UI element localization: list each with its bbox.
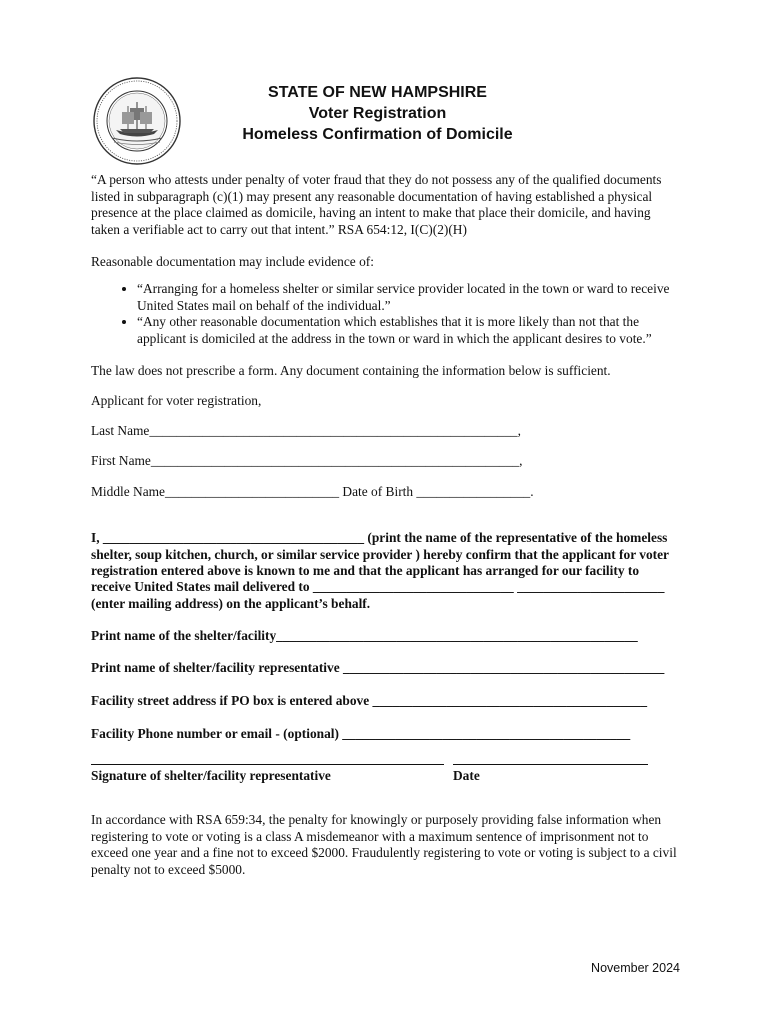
date-line[interactable] [453,764,648,766]
date-label: Date [453,768,480,784]
last-name-field[interactable]: Last Name_______________________________________________________, [91,422,521,438]
documentation-intro: Reasonable documentation may include evidence of: [91,254,374,270]
list-item: • “Arranging for a homeless shelter or similar service provider located in the town or ward to receive United States mail on behalf of the individual.” [137,281,681,314]
list-item: • “Any other reasonable documentation which establishes that it is more likely than not that the applicant is domiciled at the address in the town or ward in which the applicant desires to vote.” [137,314,681,347]
middle-name-dob-field[interactable]: Middle Name__________________________ Date of Birth _________________. [91,483,534,499]
applicant-heading: Applicant for voter registration, [91,392,262,408]
signature-label: Signature of shelter/facility representative [91,768,331,784]
footer-date: November 2024 [591,961,680,975]
shelter-name-field[interactable]: Print name of the shelter/facility______________________________________________________ [91,627,638,643]
law-note: The law does not prescribe a form. Any document containing the information below is sufficient. [91,363,611,379]
documentation-list [91,281,681,347]
form-title: Homeless Confirmation of Domicile [242,126,513,143]
state-title: STATE OF NEW HAMPSHIRE [268,84,487,101]
form-header [190,82,565,145]
confirmation-statement[interactable]: I, _______________________________________ (print the name of the representative of the homeless shelter, soup kitchen, church, or similar service provider ) hereby confirm that the applicant for voter registration entered above is known to me and that the applicant has arranged for our facility to receive United States mail delivered to ______________________________ ______________________ (enter mailing address) on the applicant’s behalf. [91,530,669,611]
penalty-notice: In accordance with RSA 659:34, the penalty for knowingly or purposely providing false information when registering to vote or voting is a class A misdemeanor with a maximum sentence of imprisonment not to exceed one year and a fine not to exceed $2000. Fraudulently registering to vote or voting is subject to a civil penalty not to exceed $5000. [91,812,677,877]
facility-address-field[interactable]: Facility street address if PO box is entered above _________________________________________ [91,692,648,708]
signature-row [91,764,681,796]
form-subtitle: Voter Registration [308,105,447,122]
signature-line[interactable] [91,764,444,766]
representative-name-field[interactable]: Print name of shelter/facility representative ________________________________________________ [91,660,665,676]
first-name-field[interactable]: First Name_______________________________________________________, [91,453,523,469]
intro-quote: “A person who attests under penalty of voter fraud that they do not possess any of the qualified documents listed in subparagraph (c)(1) may present any reasonable documentation of having established a physical presence at the place claimed as domicile, having an intent to make that place their domicile, and having taken a verifiable act to carry out that intent.” RSA 654:12, I(C)(2)(H) [91,172,662,237]
form-body [91,172,681,879]
facility-contact-field[interactable]: Facility Phone number or email - (optional) ___________________________________________ [91,725,631,741]
nh-state-seal-icon [92,76,182,166]
